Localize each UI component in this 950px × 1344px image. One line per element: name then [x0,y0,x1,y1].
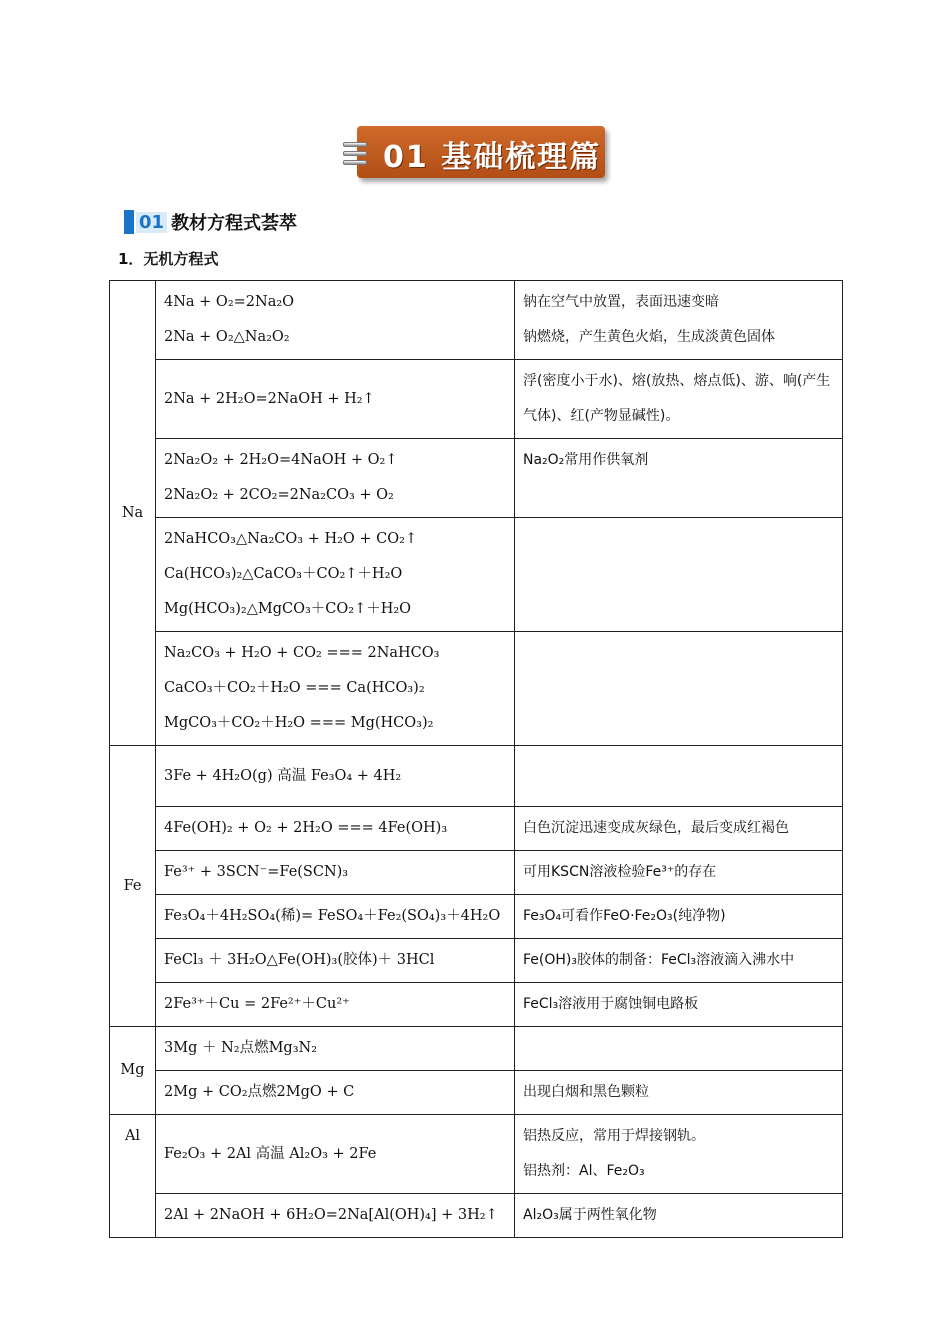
description: 铝热反应，常用于焊接钢轨。 [523,1128,705,1144]
equation: CaCO₃＋CO₂＋H₂O === Ca(HCO₃)₂ [164,680,425,696]
equation-cell [156,1027,515,1071]
description-cell [515,518,843,632]
description-cell [515,746,843,807]
equation: 4Na + O₂=2Na₂O [164,294,295,310]
table-row [110,983,843,1027]
description: 钠燃烧，产生黄色火焰，生成淡黄色固体 [523,329,775,345]
description-cell [515,1027,843,1071]
table-row [110,807,843,851]
equation: 4Fe(OH)₂ + O₂ + 2H₂O === 4Fe(OH)₃ [164,820,448,836]
table-row [110,851,843,895]
description-cell: 白色沉淀迅速变成灰绿色，最后变成红褐色 [515,807,843,851]
table-row [110,439,843,518]
element-mg: Mg [110,1027,156,1115]
element-fe: Fe [110,746,156,1027]
banner-title: 01 基础梳理篇 [383,140,602,175]
table-row [110,895,843,939]
section-title: 教材方程式荟萃 [171,213,298,234]
equation: 2Na + 2H₂O=2NaOH + H₂↑ [164,390,375,407]
description-cell: Na₂O₂常用作供氧剂 [515,439,843,518]
equation-cell [156,895,515,939]
equation: 2Na₂O₂ + 2CO₂=2Na₂CO₃ + O₂ [164,487,394,503]
equation: FeCl₃ ＋ 3H₂O△Fe(OH)₃(胶体)＋ 3HCl [164,952,435,968]
table-row [110,1115,843,1194]
equation-table [109,280,843,1238]
equation-cell [156,746,515,807]
description: 铝热剂：Al、Fe₂O₃ [523,1163,645,1179]
description-cell [515,1115,843,1194]
table-row [110,632,843,746]
description-cell [515,632,843,746]
table-row [110,1027,843,1071]
table-row [110,746,843,807]
description-cell: Fe(OH)₃胶体的制备：FeCl₃溶液滴入沸水中 [515,939,843,983]
equation-cell [156,939,515,983]
table-row [110,1071,843,1115]
equation-cell [156,1071,515,1115]
equation-cell [156,851,515,895]
table-row [110,360,843,439]
equation-cell [156,518,515,632]
equation: Ca(HCO₃)₂△CaCO₃＋CO₂↑＋H₂O [164,566,403,582]
equation: 2Al + 2NaOH + 6H₂O=2Na[Al(OH)₄] + 3H₂↑ [164,1207,498,1223]
equation: 2Fe³⁺＋Cu = 2Fe²⁺＋Cu²⁺ [164,996,350,1012]
equation: Fe₂O₃ + 2Al 高温 Al₂O₃ + 2Fe [164,1145,377,1162]
equation-cell [156,807,515,851]
description-cell: 可用KSCN溶液检验Fe³⁺的存在 [515,851,843,895]
equation: 3Fe + 4H₂O(g) 高温 Fe₃O₄ + 4H₂ [164,767,402,784]
equation-cell [156,1194,515,1238]
equation-cell [156,439,515,518]
table-row [110,939,843,983]
equation-cell [156,983,515,1027]
subheading: 1．无机方程式 [118,250,219,268]
equation: Fe³⁺ + 3SCN⁻=Fe(SCN)₃ [164,864,349,880]
equation: Mg(HCO₃)₂△MgCO₃＋CO₂↑＋H₂O [164,601,412,617]
equation: 2NaHCO₃△Na₂CO₃ + H₂O + CO₂↑ [164,531,418,547]
element-al: Al [110,1115,156,1238]
binder-rings-icon [343,138,367,169]
equation-cell [156,632,515,746]
equation: 2Mg + CO₂点燃2MgO + C [164,1084,355,1100]
equation: 2Na + O₂△Na₂O₂ [164,329,290,345]
section-number: 01 [136,212,167,233]
description-cell: 出现白烟和黑色颗粒 [515,1071,843,1115]
equation: MgCO₃＋CO₂＋H₂O === Mg(HCO₃)₂ [164,715,434,731]
equation: Na₂CO₃ + H₂O + CO₂ === 2NaHCO₃ [164,645,440,661]
element-na: Na [110,281,156,746]
heading-bar-icon [124,210,134,234]
table-row [110,518,843,632]
description-cell: Al₂O₃属于两性氧化物 [515,1194,843,1238]
description-cell: 浮(密度小于水)、熔(放热、熔点低)、游、响(产生气体)、红(产物显碱性)。 [515,360,843,439]
equation-cell [156,360,515,439]
equation: 2Na₂O₂ + 2H₂O=4NaOH + O₂↑ [164,452,398,468]
equation: 3Mg ＋ N₂点燃Mg₃N₂ [164,1040,318,1056]
section-heading [124,209,297,235]
section-banner [357,126,605,178]
description: 钠在空气中放置，表面迅速变暗 [523,294,719,310]
equation-cell [156,1115,515,1194]
description-cell: Fe₃O₄可看作FeO·Fe₂O₃(纯净物) [515,895,843,939]
description-cell [515,281,843,360]
equation: Fe₃O₄＋4H₂SO₄(稀)= FeSO₄＋Fe₂(SO₄)₃＋4H₂O [164,908,501,924]
table-row [110,1194,843,1238]
description-cell: FeCl₃溶液用于腐蚀铜电路板 [515,983,843,1027]
equation-cell [156,281,515,360]
table-row [110,281,843,360]
